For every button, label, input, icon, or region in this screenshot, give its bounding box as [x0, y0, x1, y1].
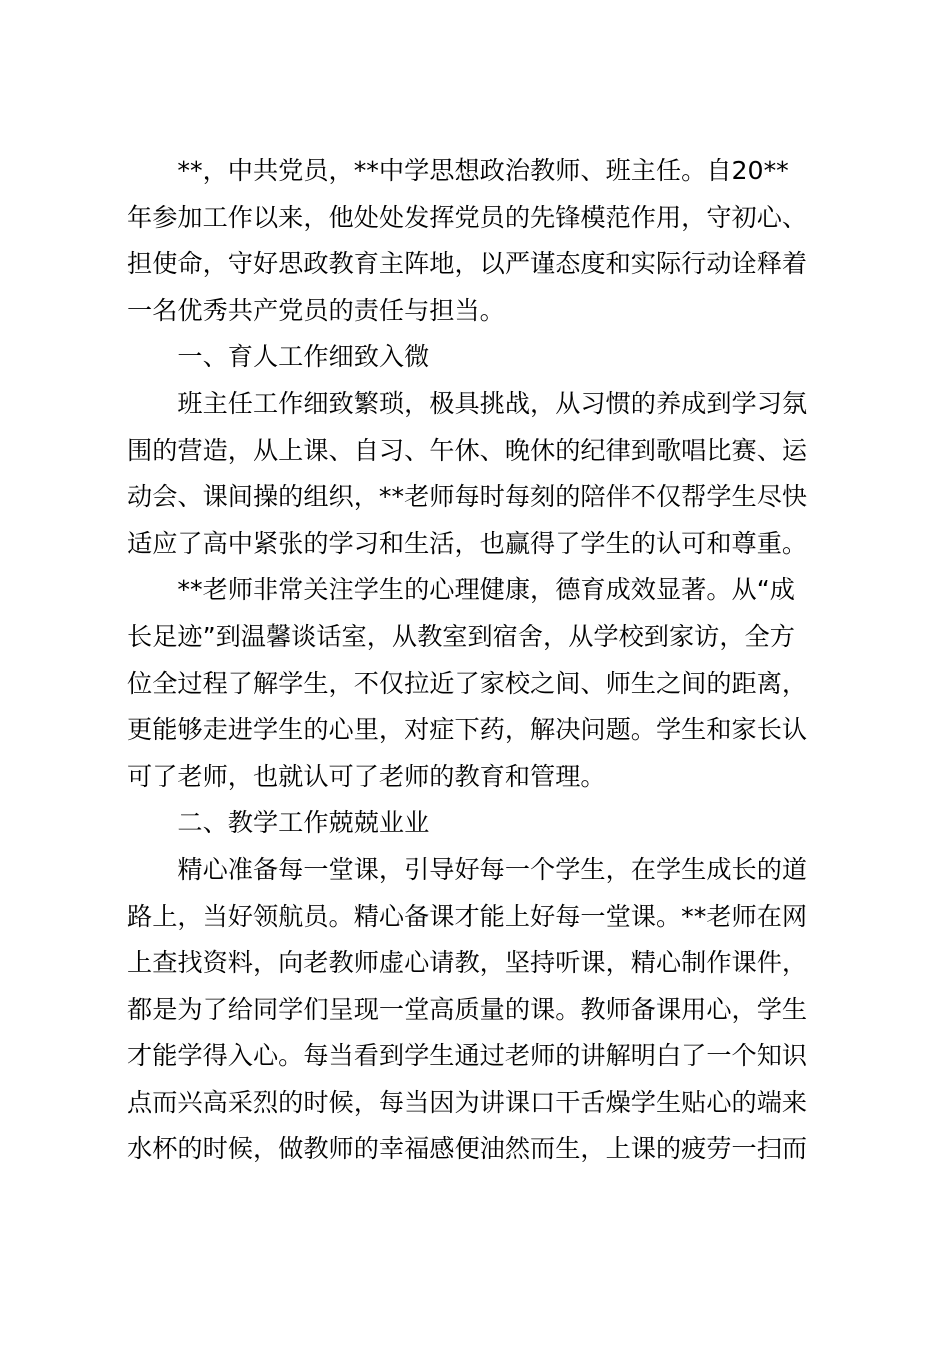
- section-heading-2: 二、教学工作兢兢业业: [177, 808, 430, 838]
- intro-paragraph: **，中共党员，**中学思想政治教师、班主任。自20** 年参加工作以来，他处处发挥党员的先锋模范作用，守初心、 担使命，守好思政教育主阵地，以严谨态度和实际行动诠释着 一名优秀共产党员的责任与担当。: [127, 156, 808, 325]
- section-heading-1: 一、育人工作细致入微: [177, 342, 430, 372]
- body-paragraph: 班主任工作细致繁琐，极具挑战，从习惯的养成到学习氛 围的营造，从上课、自习、午休、晚休的纪律到歌唱比赛、运 动会、课间操的组织，**老师每时每刻的陪伴不仅帮学生尽快 适应了高中紧张的学习和生活，也赢得了学生的认可和尊重。: [127, 388, 808, 558]
- body-paragraph: 精心准备每一堂课，引导好每一个学生，在学生成长的道 路上，当好领航员。精心备课才能上好每一堂课。**老师在网 上查找资料，向老教师虚心请教，坚持听课，精心制作课件， 都是为了给同学们呈现一堂高质量的课。教师备课用心，学生 才能学得入心。每当看到学生通过老师的讲解明白了一个知识 点而兴高采烈的时候，每当因为讲课口干舌燥学生贴心的端来 水杯的时候，做教师的幸福感便油然而生，上课的疲劳一扫而: [127, 854, 808, 1164]
- body-paragraph: **老师非常关注学生的心理健康，德育成效显著。从“成 长足迹”到温馨谈话室，从教室到宿舍，从学校到家访，全方 位全过程了解学生，不仅拉近了家校之间、师生之间的距离， 更能够走进学生的心里，对症下药，解决问题。学生和家长认 可了老师，也就认可了老师的教育和管理。: [127, 575, 808, 791]
- document-body: [127, 148, 827, 1173]
